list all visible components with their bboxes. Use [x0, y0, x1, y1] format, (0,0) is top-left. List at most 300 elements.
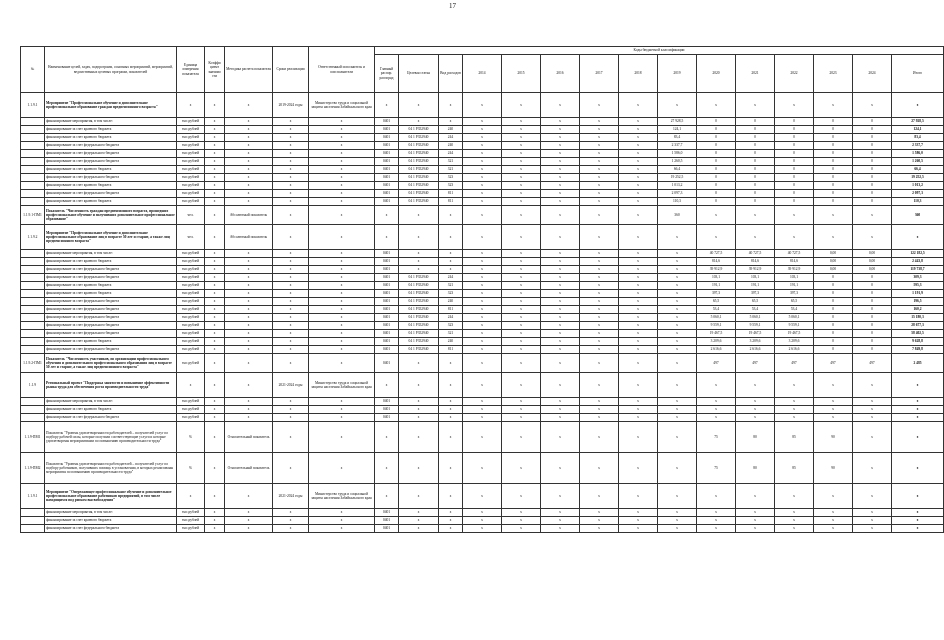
cell-coef: x — [205, 158, 225, 166]
cell-year-value: 0 — [853, 134, 892, 142]
cell-year-value: x — [463, 330, 502, 338]
cell-no — [21, 198, 45, 206]
table-row — [21, 93, 944, 118]
header-method: Методика расчета показателя — [225, 47, 273, 93]
cell-gr: 0401 — [375, 126, 399, 134]
cell-year-value: x — [463, 484, 502, 509]
cell-name: финансирование за счет федерального бюджета — [45, 298, 177, 306]
cell-year-value: x — [463, 258, 502, 266]
cell-coef: x — [205, 142, 225, 150]
cell-year-value: 0 — [697, 118, 736, 126]
cell-total: 66,4 — [892, 166, 944, 174]
cell-year-value: x — [541, 414, 580, 422]
cell-year-value: 814,6 — [697, 258, 736, 266]
cell-year-value: x — [463, 206, 502, 225]
cell-resp: x — [309, 346, 375, 354]
cell-year-value: x — [502, 225, 541, 250]
header-year: 2023 — [814, 55, 853, 93]
cell-year-value: x — [775, 373, 814, 398]
cell-year-value: x — [736, 373, 775, 398]
cell-coef: x — [205, 422, 225, 453]
cell-year-value: x — [541, 93, 580, 118]
cell-total: 2 485 — [892, 354, 944, 373]
cell-coef: x — [205, 290, 225, 298]
cell-gr: 0401 — [375, 266, 399, 274]
cell-unit: тыс.рублей — [177, 266, 205, 274]
cell-year-value: x — [697, 406, 736, 414]
cell-year-value: x — [736, 525, 775, 533]
cell-gr: 0401 — [375, 306, 399, 314]
cell-name: финансирование мероприятия, в том числе: — [45, 509, 177, 517]
cell-year-value: x — [502, 118, 541, 126]
cell-coef: x — [205, 322, 225, 330]
cell-year-value: x — [853, 225, 892, 250]
cell-year-value: 0 — [736, 150, 775, 158]
cell-year-value: 53,4 — [697, 306, 736, 314]
cell-vr: 321 — [439, 282, 463, 290]
cell-name: финансирование за счет краевого бюджета — [45, 198, 177, 206]
cell-year-value: x — [580, 274, 619, 282]
cell-method: x — [225, 190, 273, 198]
cell-year-value: x — [619, 250, 658, 258]
cell-year-value: x — [463, 422, 502, 453]
cell-unit: тыс.рублей — [177, 174, 205, 182]
cell-year-value: x — [619, 282, 658, 290]
header-year: 2016 — [541, 55, 580, 93]
cell-method: x — [225, 198, 273, 206]
cell-resp: x — [309, 398, 375, 406]
cell-year-value: 360 — [658, 206, 697, 225]
cell-year-value: x — [541, 266, 580, 274]
cell-year-value: x — [541, 346, 580, 354]
cell-year-value: x — [463, 150, 502, 158]
table-row — [21, 338, 944, 346]
cell-vr: 323 — [439, 182, 463, 190]
cell-no — [21, 290, 45, 298]
cell-resp: x — [309, 525, 375, 533]
header-name: Наименование целей, задач, подпрограмм, основных мероприятий, мероприятий, ведомственных целевых программ, показателей — [45, 47, 177, 93]
cell-year-value: x — [580, 118, 619, 126]
cell-year-value: 0 — [697, 158, 736, 166]
table-row — [21, 150, 944, 158]
cell-coef: x — [205, 517, 225, 525]
cell-year-value: x — [541, 322, 580, 330]
cell-year-value: 0 — [736, 118, 775, 126]
cell-gr: 0401 — [375, 354, 399, 373]
cell-year-value: 0 — [814, 142, 853, 150]
cell-no: 1.1.9.2 — [21, 225, 45, 250]
cell-year-value: 2 616,6 — [697, 346, 736, 354]
cell-unit: тыс.рублей — [177, 346, 205, 354]
cell-total: 15 180,3 — [892, 314, 944, 322]
cell-year-value: x — [463, 198, 502, 206]
cell-name: финансирование мероприятия, в том числе: — [45, 398, 177, 406]
cell-year-value: x — [502, 166, 541, 174]
cell-year-value: x — [697, 509, 736, 517]
cell-year-value: x — [658, 266, 697, 274]
cell-year-value: x — [580, 198, 619, 206]
cell-no — [21, 118, 45, 126]
table-row — [21, 282, 944, 290]
cell-unit: % — [177, 453, 205, 484]
table-row — [21, 314, 944, 322]
cell-resp: x — [309, 182, 375, 190]
cell-no: 1.1.9.2-ПМ1 — [21, 354, 45, 373]
cell-year-value: x — [463, 517, 502, 525]
cell-coef: x — [205, 525, 225, 533]
cell-year-value: x — [697, 517, 736, 525]
cell-no: 1.1.9.1 — [21, 484, 45, 509]
header-year: 2018 — [619, 55, 658, 93]
cell-unit: тыс.рублей — [177, 198, 205, 206]
cell-year-value: x — [502, 198, 541, 206]
cell-vr: 811 — [439, 306, 463, 314]
cell-year-value: x — [541, 373, 580, 398]
cell-year-value: 53,4 — [736, 306, 775, 314]
table-header — [21, 47, 944, 93]
cell-unit: x — [177, 93, 205, 118]
cell-coef: x — [205, 274, 225, 282]
cell-year-value: 19 467,5 — [775, 330, 814, 338]
cell-method: x — [225, 258, 273, 266]
cell-name: Мероприятие "Профессиональное обучение и дополнительное профессиональное образование лиц в возрасте 50 лет и старше, а также лиц предпенсионного возраста" — [45, 225, 177, 250]
cell-term: 2019-2024 годы — [273, 93, 309, 118]
cell-total: x — [892, 93, 944, 118]
cell-year-value: x — [619, 118, 658, 126]
cell-coef: x — [205, 314, 225, 322]
cell-name: финансирование за счет краевого бюджета — [45, 126, 177, 134]
cell-resp: x — [309, 338, 375, 346]
cell-total: x — [892, 414, 944, 422]
table-row — [21, 134, 944, 142]
cell-year-value: x — [541, 258, 580, 266]
cell-coef: x — [205, 174, 225, 182]
cell-name: финансирование за счет краевого бюджета — [45, 290, 177, 298]
cell-unit: тыс.рублей — [177, 282, 205, 290]
cell-year-value: x — [502, 298, 541, 306]
cell-year-value: 3 209,6 — [697, 338, 736, 346]
cell-year-value: x — [541, 330, 580, 338]
cell-year-value: 0 — [853, 322, 892, 330]
cell-year-value: x — [580, 150, 619, 158]
cell-cs: 04 1 P352940 — [399, 158, 439, 166]
cell-no — [21, 250, 45, 258]
cell-gr: 0401 — [375, 314, 399, 322]
cell-year-value: x — [463, 282, 502, 290]
cell-year-value: x — [736, 414, 775, 422]
cell-year-value: 397,3 — [736, 290, 775, 298]
cell-year-value: x — [580, 414, 619, 422]
cell-year-value: 0 — [853, 182, 892, 190]
cell-vr: x — [439, 258, 463, 266]
cell-coef: x — [205, 509, 225, 517]
cell-year-value: 0 — [697, 166, 736, 174]
cell-name: финансирование мероприятия, в том числе: — [45, 118, 177, 126]
cell-year-value: x — [502, 373, 541, 398]
cell-year-value: 9 559,1 — [736, 322, 775, 330]
cell-name: финансирование мероприятия, в том числе: — [45, 250, 177, 258]
table-row — [21, 206, 944, 225]
cell-resp: x — [309, 453, 375, 484]
cell-year-value: 19 467,5 — [697, 330, 736, 338]
cell-year-value: 0 — [736, 134, 775, 142]
header-vr: Вид расходов — [439, 55, 463, 93]
cell-coef: x — [205, 258, 225, 266]
cell-resp: x — [309, 174, 375, 182]
cell-year-value: 0 — [736, 190, 775, 198]
cell-year-value: 2 097,3 — [658, 190, 697, 198]
cell-year-value: x — [541, 398, 580, 406]
table-row — [21, 158, 944, 166]
cell-no — [21, 182, 45, 190]
cell-coef: x — [205, 266, 225, 274]
cell-year-value: x — [463, 182, 502, 190]
cell-cs: x — [399, 373, 439, 398]
cell-cs: 04 1 P352940 — [399, 274, 439, 282]
header-year: 2022 — [775, 55, 814, 93]
cell-year-value: 0 — [814, 274, 853, 282]
table-row — [21, 509, 944, 517]
budget-table — [20, 46, 944, 533]
cell-year-value: x — [502, 258, 541, 266]
cell-year-value: x — [814, 414, 853, 422]
cell-cs: x — [399, 93, 439, 118]
cell-year-value: x — [580, 282, 619, 290]
cell-year-value: x — [580, 298, 619, 306]
cell-method: x — [225, 134, 273, 142]
cell-year-value: x — [541, 134, 580, 142]
cell-method: x — [225, 126, 273, 134]
cell-year-value: 0 — [814, 134, 853, 142]
cell-year-value: 0 — [736, 126, 775, 134]
cell-year-value: x — [580, 398, 619, 406]
cell-gr: 0401 — [375, 298, 399, 306]
cell-year-value: x — [814, 225, 853, 250]
cell-year-value: x — [580, 453, 619, 484]
cell-year-value: 85 — [775, 453, 814, 484]
header-term: Сроки реализации — [273, 47, 309, 93]
cell-year-value: x — [580, 206, 619, 225]
cell-year-value: x — [658, 314, 697, 322]
cell-total: 83,4 — [892, 134, 944, 142]
cell-year-value: 0 — [814, 182, 853, 190]
cell-year-value: x — [463, 373, 502, 398]
cell-cs: x — [399, 484, 439, 509]
cell-year-value: x — [658, 250, 697, 258]
cell-year-value: 0 — [775, 190, 814, 198]
cell-year-value: x — [619, 422, 658, 453]
cell-year-value: x — [502, 306, 541, 314]
cell-year-value: 0 — [814, 190, 853, 198]
cell-term: x — [273, 134, 309, 142]
cell-year-value: x — [463, 354, 502, 373]
cell-year-value: x — [697, 93, 736, 118]
cell-year-value: 103,1 — [697, 274, 736, 282]
cell-year-value: x — [580, 306, 619, 314]
cell-year-value: x — [658, 373, 697, 398]
cell-name: финансирование за счет федерального бюджета — [45, 322, 177, 330]
table-row — [21, 266, 944, 274]
cell-cs: x — [399, 422, 439, 453]
cell-year-value: x — [736, 484, 775, 509]
cell-year-value: x — [463, 298, 502, 306]
cell-year-value: x — [580, 158, 619, 166]
cell-total: 1 260,5 — [892, 158, 944, 166]
cell-resp: x — [309, 306, 375, 314]
cell-year-value: x — [541, 453, 580, 484]
cell-year-value: 814,6 — [736, 258, 775, 266]
cell-year-value: x — [580, 266, 619, 274]
cell-method: x — [225, 373, 273, 398]
cell-year-value: 9 559,1 — [775, 322, 814, 330]
cell-cs: 04 1 P352940 — [399, 290, 439, 298]
cell-vr: 321 — [439, 330, 463, 338]
cell-year-value: x — [580, 525, 619, 533]
cell-year-value: x — [814, 206, 853, 225]
cell-name: финансирование за счет федерального бюджета — [45, 330, 177, 338]
cell-year-value: 39 912,9 — [736, 266, 775, 274]
cell-year-value: x — [463, 338, 502, 346]
cell-total: 1 191,9 — [892, 290, 944, 298]
cell-resp: x — [309, 414, 375, 422]
cell-cs: 04 1 P352940 — [399, 282, 439, 290]
cell-year-value: x — [697, 525, 736, 533]
cell-year-value: x — [502, 484, 541, 509]
cell-year-value: 9 559,1 — [697, 322, 736, 330]
cell-name: Региональный проект "Поддержка занятости и повышение эффективности рынка труда для обеспечения роста производительности труда" — [45, 373, 177, 398]
cell-year-value: x — [619, 166, 658, 174]
cell-year-value: 0 — [814, 290, 853, 298]
cell-year-value: x — [541, 509, 580, 517]
cell-method: x — [225, 282, 273, 290]
cell-term: x — [273, 346, 309, 354]
cell-total: x — [892, 525, 944, 533]
cell-year-value: 65,5 — [775, 298, 814, 306]
cell-year-value: x — [619, 142, 658, 150]
cell-total: 124,1 — [892, 126, 944, 134]
cell-year-value: x — [736, 206, 775, 225]
cell-year-value: x — [619, 126, 658, 134]
cell-name: финансирование за счет краевого бюджета — [45, 338, 177, 346]
header-unit: Единица измерения показателя — [177, 47, 205, 93]
cell-year-value: x — [580, 258, 619, 266]
cell-no: 1.1.9.1-ПМ1 — [21, 206, 45, 225]
cell-year-value: x — [658, 398, 697, 406]
cell-year-value: 0 — [814, 166, 853, 174]
cell-year-value: x — [775, 517, 814, 525]
cell-year-value: 65,5 — [736, 298, 775, 306]
cell-year-value: x — [541, 314, 580, 322]
cell-year-value: 1 586,0 — [658, 150, 697, 158]
cell-year-value: 497 — [697, 354, 736, 373]
cell-coef: x — [205, 338, 225, 346]
cell-unit: тыс.рублей — [177, 150, 205, 158]
cell-year-value: 0 — [814, 338, 853, 346]
cell-year-value: x — [619, 453, 658, 484]
cell-vr: x — [439, 373, 463, 398]
cell-term: x — [273, 250, 309, 258]
cell-year-value: x — [814, 93, 853, 118]
cell-coef: x — [205, 282, 225, 290]
cell-vr: 811 — [439, 190, 463, 198]
cell-name: Мероприятие "Профессиональное обучение и дополнительное профессиональное образование граждан предпенсионного возраста" — [45, 93, 177, 118]
cell-gr: 0401 — [375, 150, 399, 158]
cell-year-value: x — [658, 282, 697, 290]
cell-year-value: 0 — [814, 306, 853, 314]
cell-year-value: 0 — [814, 174, 853, 182]
cell-cs: x — [399, 250, 439, 258]
cell-year-value: x — [580, 290, 619, 298]
cell-year-value: x — [619, 150, 658, 158]
cell-name: Показатель "Численность участников, по организации профессионального обучения и дополнительного профессионального образования лиц в возрасте 50 лет и старше, а также лиц предпенсионного возраста" — [45, 354, 177, 373]
cell-term: x — [273, 314, 309, 322]
cell-year-value: x — [658, 306, 697, 314]
cell-year-value: x — [580, 93, 619, 118]
cell-year-value: x — [775, 206, 814, 225]
header-gr: Главный распор. распоряд — [375, 55, 399, 93]
cell-year-value: x — [580, 174, 619, 182]
cell-resp: x — [309, 190, 375, 198]
cell-year-value: 814,6 — [775, 258, 814, 266]
cell-unit: чел. — [177, 206, 205, 225]
cell-year-value: x — [502, 346, 541, 354]
cell-vr: x — [439, 93, 463, 118]
cell-year-value: x — [775, 406, 814, 414]
cell-unit: тыс.рублей — [177, 314, 205, 322]
cell-year-value: 0 — [814, 298, 853, 306]
cell-term: x — [273, 354, 309, 373]
cell-vr: x — [439, 509, 463, 517]
cell-term: x — [273, 158, 309, 166]
cell-year-value: x — [463, 314, 502, 322]
cell-method: x — [225, 274, 273, 282]
cell-year-value: 0 — [814, 126, 853, 134]
cell-coef: x — [205, 354, 225, 373]
cell-unit: тыс.рублей — [177, 414, 205, 422]
cell-total: 360 — [892, 206, 944, 225]
cell-year-value: x — [463, 225, 502, 250]
cell-vr: x — [439, 206, 463, 225]
cell-year-value: 397,3 — [775, 290, 814, 298]
cell-cs: 04 1 P352940 — [399, 338, 439, 346]
cell-year-value: x — [619, 258, 658, 266]
cell-cs: x — [399, 354, 439, 373]
cell-gr: 0401 — [375, 142, 399, 150]
cell-cs: 04 1 P352940 — [399, 134, 439, 142]
cell-unit: тыс.рублей — [177, 322, 205, 330]
cell-year-value: 5 060,1 — [775, 314, 814, 322]
cell-year-value: x — [580, 509, 619, 517]
cell-year-value: x — [619, 517, 658, 525]
cell-gr: 0401 — [375, 338, 399, 346]
cell-unit: тыс.рублей — [177, 509, 205, 517]
cell-year-value: 497 — [853, 354, 892, 373]
cell-year-value: 397,3 — [697, 290, 736, 298]
cell-year-value: x — [541, 126, 580, 134]
cell-no — [21, 282, 45, 290]
cell-no: 1.1.9.1 — [21, 93, 45, 118]
cell-year-value: x — [502, 338, 541, 346]
cell-year-value: x — [775, 225, 814, 250]
cell-resp: x — [309, 198, 375, 206]
cell-year-value: 0 — [814, 314, 853, 322]
cell-year-value: 75 — [697, 453, 736, 484]
cell-total: 27 928,5 — [892, 118, 944, 126]
cell-year-value: x — [541, 166, 580, 174]
cell-cs: 04 1 P352940 — [399, 306, 439, 314]
cell-year-value: x — [463, 322, 502, 330]
cell-no — [21, 398, 45, 406]
